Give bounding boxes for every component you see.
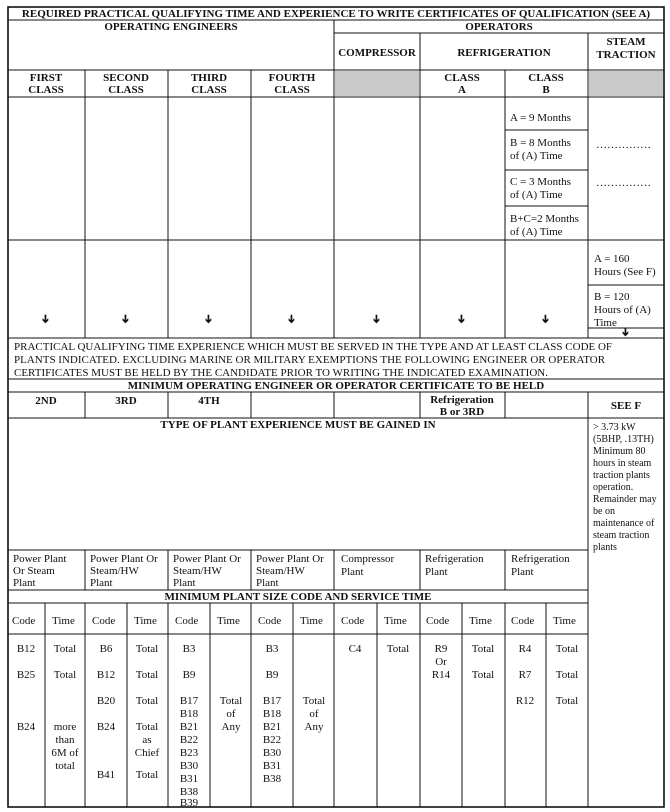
steam-dots-1: …………… xyxy=(596,139,651,151)
code-cell: B9 xyxy=(265,669,279,681)
min-plant-heading: MINIMUM PLANT SIZE CODE AND SERVICE TIME xyxy=(164,591,432,603)
plant-types xyxy=(13,553,570,589)
time-header: Time xyxy=(469,615,492,627)
time-cell: more xyxy=(53,721,77,733)
class-headers xyxy=(28,72,563,96)
plant-type-6-line-2: Plant xyxy=(425,566,448,578)
time-cell: as xyxy=(142,734,152,746)
min-cert-third: 4TH xyxy=(198,395,220,407)
first-class-label-2: CLASS xyxy=(28,84,64,96)
code-cell: B18 xyxy=(262,708,282,720)
steam-note-6: operation. xyxy=(593,482,634,493)
plant-type-2-line-2: Steam/HW xyxy=(90,565,139,577)
steam-time-b-2: Hours of (A) xyxy=(594,304,651,316)
header xyxy=(22,8,656,61)
down-arrow-icon: ➔ xyxy=(39,314,51,324)
compressor-heading: COMPRESSOR xyxy=(338,47,416,59)
plant-type-2-line-1: Power Plant Or xyxy=(90,553,158,565)
code-cell: R12 xyxy=(515,695,535,707)
note-line-2: PLANTS INDICATED. EXCLUDING MARINE OR MILITARY EXEMPTIONS THE FOLLOWING ENGINEER OR OPERATOR xyxy=(14,354,606,366)
time-header: Time xyxy=(384,615,407,627)
class-b-times xyxy=(510,112,651,238)
code-cell: B41 xyxy=(96,769,116,781)
ref-class-a-label-2: A xyxy=(458,84,466,96)
code-values xyxy=(17,643,578,809)
time-header: Time xyxy=(553,615,576,627)
time-cell: Any xyxy=(304,721,324,733)
code-cell: B24 xyxy=(96,721,116,733)
plant-type-4-line-3: Plant xyxy=(256,577,279,589)
time-cell: Total xyxy=(471,643,495,655)
time-header: Time xyxy=(134,615,157,627)
steam-heading: STEAM xyxy=(606,36,646,48)
steam-time-a-1: A = 160 xyxy=(594,253,630,265)
plant-type-4-line-1: Power Plant Or xyxy=(256,553,324,565)
steam-note-2: (5BHP, .13TH) xyxy=(593,434,654,445)
steam-note-9: maintenance of xyxy=(593,518,655,529)
class-b-time-bc-2: of (A) Time xyxy=(510,226,563,238)
code-header: Code xyxy=(511,615,535,627)
plant-type-3-line-2: Steam/HW xyxy=(173,565,222,577)
min-certificate xyxy=(35,380,641,418)
code-cell: R7 xyxy=(518,669,532,681)
time-cell: Total xyxy=(135,695,159,707)
outer-border xyxy=(8,7,664,807)
code-cell: R9 xyxy=(434,643,448,655)
time-cell: Total xyxy=(555,643,579,655)
steam-note-4: hours in steam xyxy=(593,458,652,469)
note-line-3: CERTIFICATES MUST BE HELD BY THE CANDIDATE PRIOR TO WRITING THE INDICATED EXAMINATION. xyxy=(14,367,548,379)
down-arrow-icon: ➔ xyxy=(619,327,631,337)
down-arrows xyxy=(39,314,631,337)
third-class-label-1: THIRD xyxy=(190,72,228,84)
time-cell: Total xyxy=(386,643,410,655)
code-cell: B18 xyxy=(179,708,199,720)
time-header: Time xyxy=(217,615,240,627)
plant-type-2-line-3: Plant xyxy=(90,577,113,589)
code-cell: B38 xyxy=(179,786,199,798)
table-title: REQUIRED PRACTICAL QUALIFYING TIME AND EXPERIENCE TO WRITE CERTIFICATES OF QUALIFICATION (SEE A) xyxy=(21,8,651,20)
min-cert-ref-2: B or 3RD xyxy=(439,406,485,418)
time-cell: Total xyxy=(53,669,77,681)
time-cell: Total xyxy=(555,695,579,707)
shaded-cells xyxy=(335,71,663,96)
second-class-label-2: CLASS xyxy=(108,84,144,96)
class-b-time-b-2: of (A) Time xyxy=(510,150,563,162)
fourth-class-label-1: FOURTH xyxy=(268,72,316,84)
steam-note-10: steam traction xyxy=(593,530,650,541)
steam-note-7: Remainder may xyxy=(593,494,657,505)
plant-type-1-line-1: Power Plant xyxy=(13,553,67,565)
time-cell: Chief xyxy=(134,747,160,759)
traction-heading: TRACTION xyxy=(596,49,656,61)
steam-note-11: plants xyxy=(593,542,617,553)
code-cell: Or xyxy=(435,656,447,668)
class-b-time-c-1: C = 3 Months xyxy=(510,176,571,188)
min-cert-second: 3RD xyxy=(115,395,137,407)
ref-class-a-label-1: CLASS xyxy=(444,72,480,84)
first-class-label-1: FIRST xyxy=(29,72,63,84)
code-cell: B9 xyxy=(182,669,196,681)
time-cell: than xyxy=(55,734,75,746)
code-cell: B23 xyxy=(179,747,199,759)
code-cell: B31 xyxy=(262,760,282,772)
code-cell: B30 xyxy=(179,760,199,772)
down-arrow-icon: ➔ xyxy=(539,314,551,324)
code-header: Code xyxy=(341,615,365,627)
down-arrow-icon: ➔ xyxy=(455,314,467,324)
min-cert-heading: MINIMUM OPERATING ENGINEER OR OPERATOR CERTIFICATE TO BE HELD xyxy=(127,380,545,392)
min-cert-see-f: SEE F xyxy=(610,400,642,412)
plant-type-3-line-3: Plant xyxy=(173,577,196,589)
plant-type-7-line-2: Plant xyxy=(511,566,534,578)
note-line-1: PRACTICAL QUALIFYING TIME EXPERIENCE WHICH MUST BE SERVED IN THE TYPE AND AT LEAST CLASS CODE OF xyxy=(14,341,613,353)
down-arrow-icon: ➔ xyxy=(119,314,131,324)
second-class-label-1: SECOND xyxy=(103,72,149,84)
code-cell: R14 xyxy=(431,669,451,681)
code-cell: B30 xyxy=(262,747,282,759)
plant-type-5-line-1: Compressor xyxy=(341,553,395,565)
time-cell: of xyxy=(309,708,319,720)
down-arrow-icon: ➔ xyxy=(202,314,214,324)
steam-note-8: be on xyxy=(593,506,615,517)
code-cell: B17 xyxy=(179,695,199,707)
class-b-time-b-1: B = 8 Months xyxy=(510,137,571,149)
code-cell: B3 xyxy=(265,643,279,655)
time-cell: Total xyxy=(135,721,159,733)
code-header: Code xyxy=(258,615,282,627)
code-cell: B6 xyxy=(99,643,113,655)
plant-type-7-line-1: Refrigeration xyxy=(511,553,570,565)
class-b-time-bc-1: B+C=2 Months xyxy=(510,213,579,225)
time-cell: Total xyxy=(135,769,159,781)
time-cell: Total xyxy=(135,669,159,681)
min-cert-first: 2ND xyxy=(35,395,57,407)
code-cell: B22 xyxy=(179,734,199,746)
time-cell: Total xyxy=(555,669,579,681)
code-cell: C4 xyxy=(348,643,362,655)
code-cell: B24 xyxy=(16,721,36,733)
steam-time-b-1: B = 120 xyxy=(594,291,630,303)
time-cell: Total xyxy=(53,643,77,655)
steam-note-5: traction plants xyxy=(593,470,650,481)
code-time-headers xyxy=(12,615,576,627)
plant-type-1-line-3: Plant xyxy=(13,577,36,589)
plant-experience-heading: TYPE OF PLANT EXPERIENCE MUST BE GAINED IN xyxy=(160,419,436,431)
code-cell: B38 xyxy=(262,773,282,785)
code-cell: B12 xyxy=(16,643,36,655)
code-cell: B17 xyxy=(262,695,282,707)
time-cell: Total xyxy=(302,695,326,707)
code-cell: B39 xyxy=(179,797,199,809)
down-arrow-icon: ➔ xyxy=(370,314,382,324)
steam-time-b-3: Time xyxy=(594,317,617,329)
time-cell: Any xyxy=(221,721,241,733)
steam-dots-2: …………… xyxy=(596,177,651,189)
time-header: Time xyxy=(300,615,323,627)
code-cell: B12 xyxy=(96,669,116,681)
code-cell: B31 xyxy=(179,773,199,785)
time-cell: Total xyxy=(471,669,495,681)
steam-note-1: > 3.73 kW xyxy=(593,422,636,433)
code-cell: B21 xyxy=(262,721,282,733)
code-cell: B3 xyxy=(182,643,196,655)
steam-note-3: Minimum 80 xyxy=(593,446,646,457)
time-header: Time xyxy=(52,615,75,627)
code-header: Code xyxy=(426,615,450,627)
operators-heading: OPERATORS xyxy=(465,21,533,33)
code-header: Code xyxy=(175,615,199,627)
third-class-label-2: CLASS xyxy=(191,84,227,96)
plant-type-6-line-1: Refrigeration xyxy=(425,553,484,565)
practical-time-note xyxy=(14,341,612,379)
shaded-compressor-class xyxy=(335,71,419,96)
plant-type-5-line-2: Plant xyxy=(341,566,364,578)
time-cell: total xyxy=(55,760,75,772)
code-cell: B21 xyxy=(179,721,199,733)
code-header: Code xyxy=(92,615,116,627)
ref-class-b-label-2: B xyxy=(542,84,550,96)
operating-engineers-heading: OPERATING ENGINEERS xyxy=(104,21,238,33)
code-header: Code xyxy=(12,615,36,627)
code-cell: B20 xyxy=(96,695,116,707)
code-cell: B22 xyxy=(262,734,282,746)
code-cell: R4 xyxy=(518,643,532,655)
table-grid xyxy=(8,7,664,807)
class-b-time-a: A = 9 Months xyxy=(510,112,571,124)
time-cell: of xyxy=(226,708,236,720)
steam-time-a-2: Hours (See F) xyxy=(594,266,656,278)
time-cell: 6M of xyxy=(51,747,79,759)
plant-type-1-line-2: Or Steam xyxy=(13,565,55,577)
plant-type-3-line-1: Power Plant Or xyxy=(173,553,241,565)
time-cell: Total xyxy=(135,643,159,655)
fourth-class-label-2: CLASS xyxy=(274,84,310,96)
min-cert-ref-1: Refrigeration xyxy=(430,394,494,406)
time-cell: Total xyxy=(219,695,243,707)
steam-times xyxy=(594,253,656,329)
class-b-time-c-2: of (A) Time xyxy=(510,189,563,201)
shaded-steam-class xyxy=(589,71,663,96)
code-cell: B25 xyxy=(16,669,36,681)
refrigeration-heading: REFRIGERATION xyxy=(457,47,551,59)
ref-class-b-label-1: CLASS xyxy=(528,72,564,84)
plant-type-4-line-2: Steam/HW xyxy=(256,565,305,577)
down-arrow-icon: ➔ xyxy=(285,314,297,324)
plant-experience xyxy=(160,419,656,553)
